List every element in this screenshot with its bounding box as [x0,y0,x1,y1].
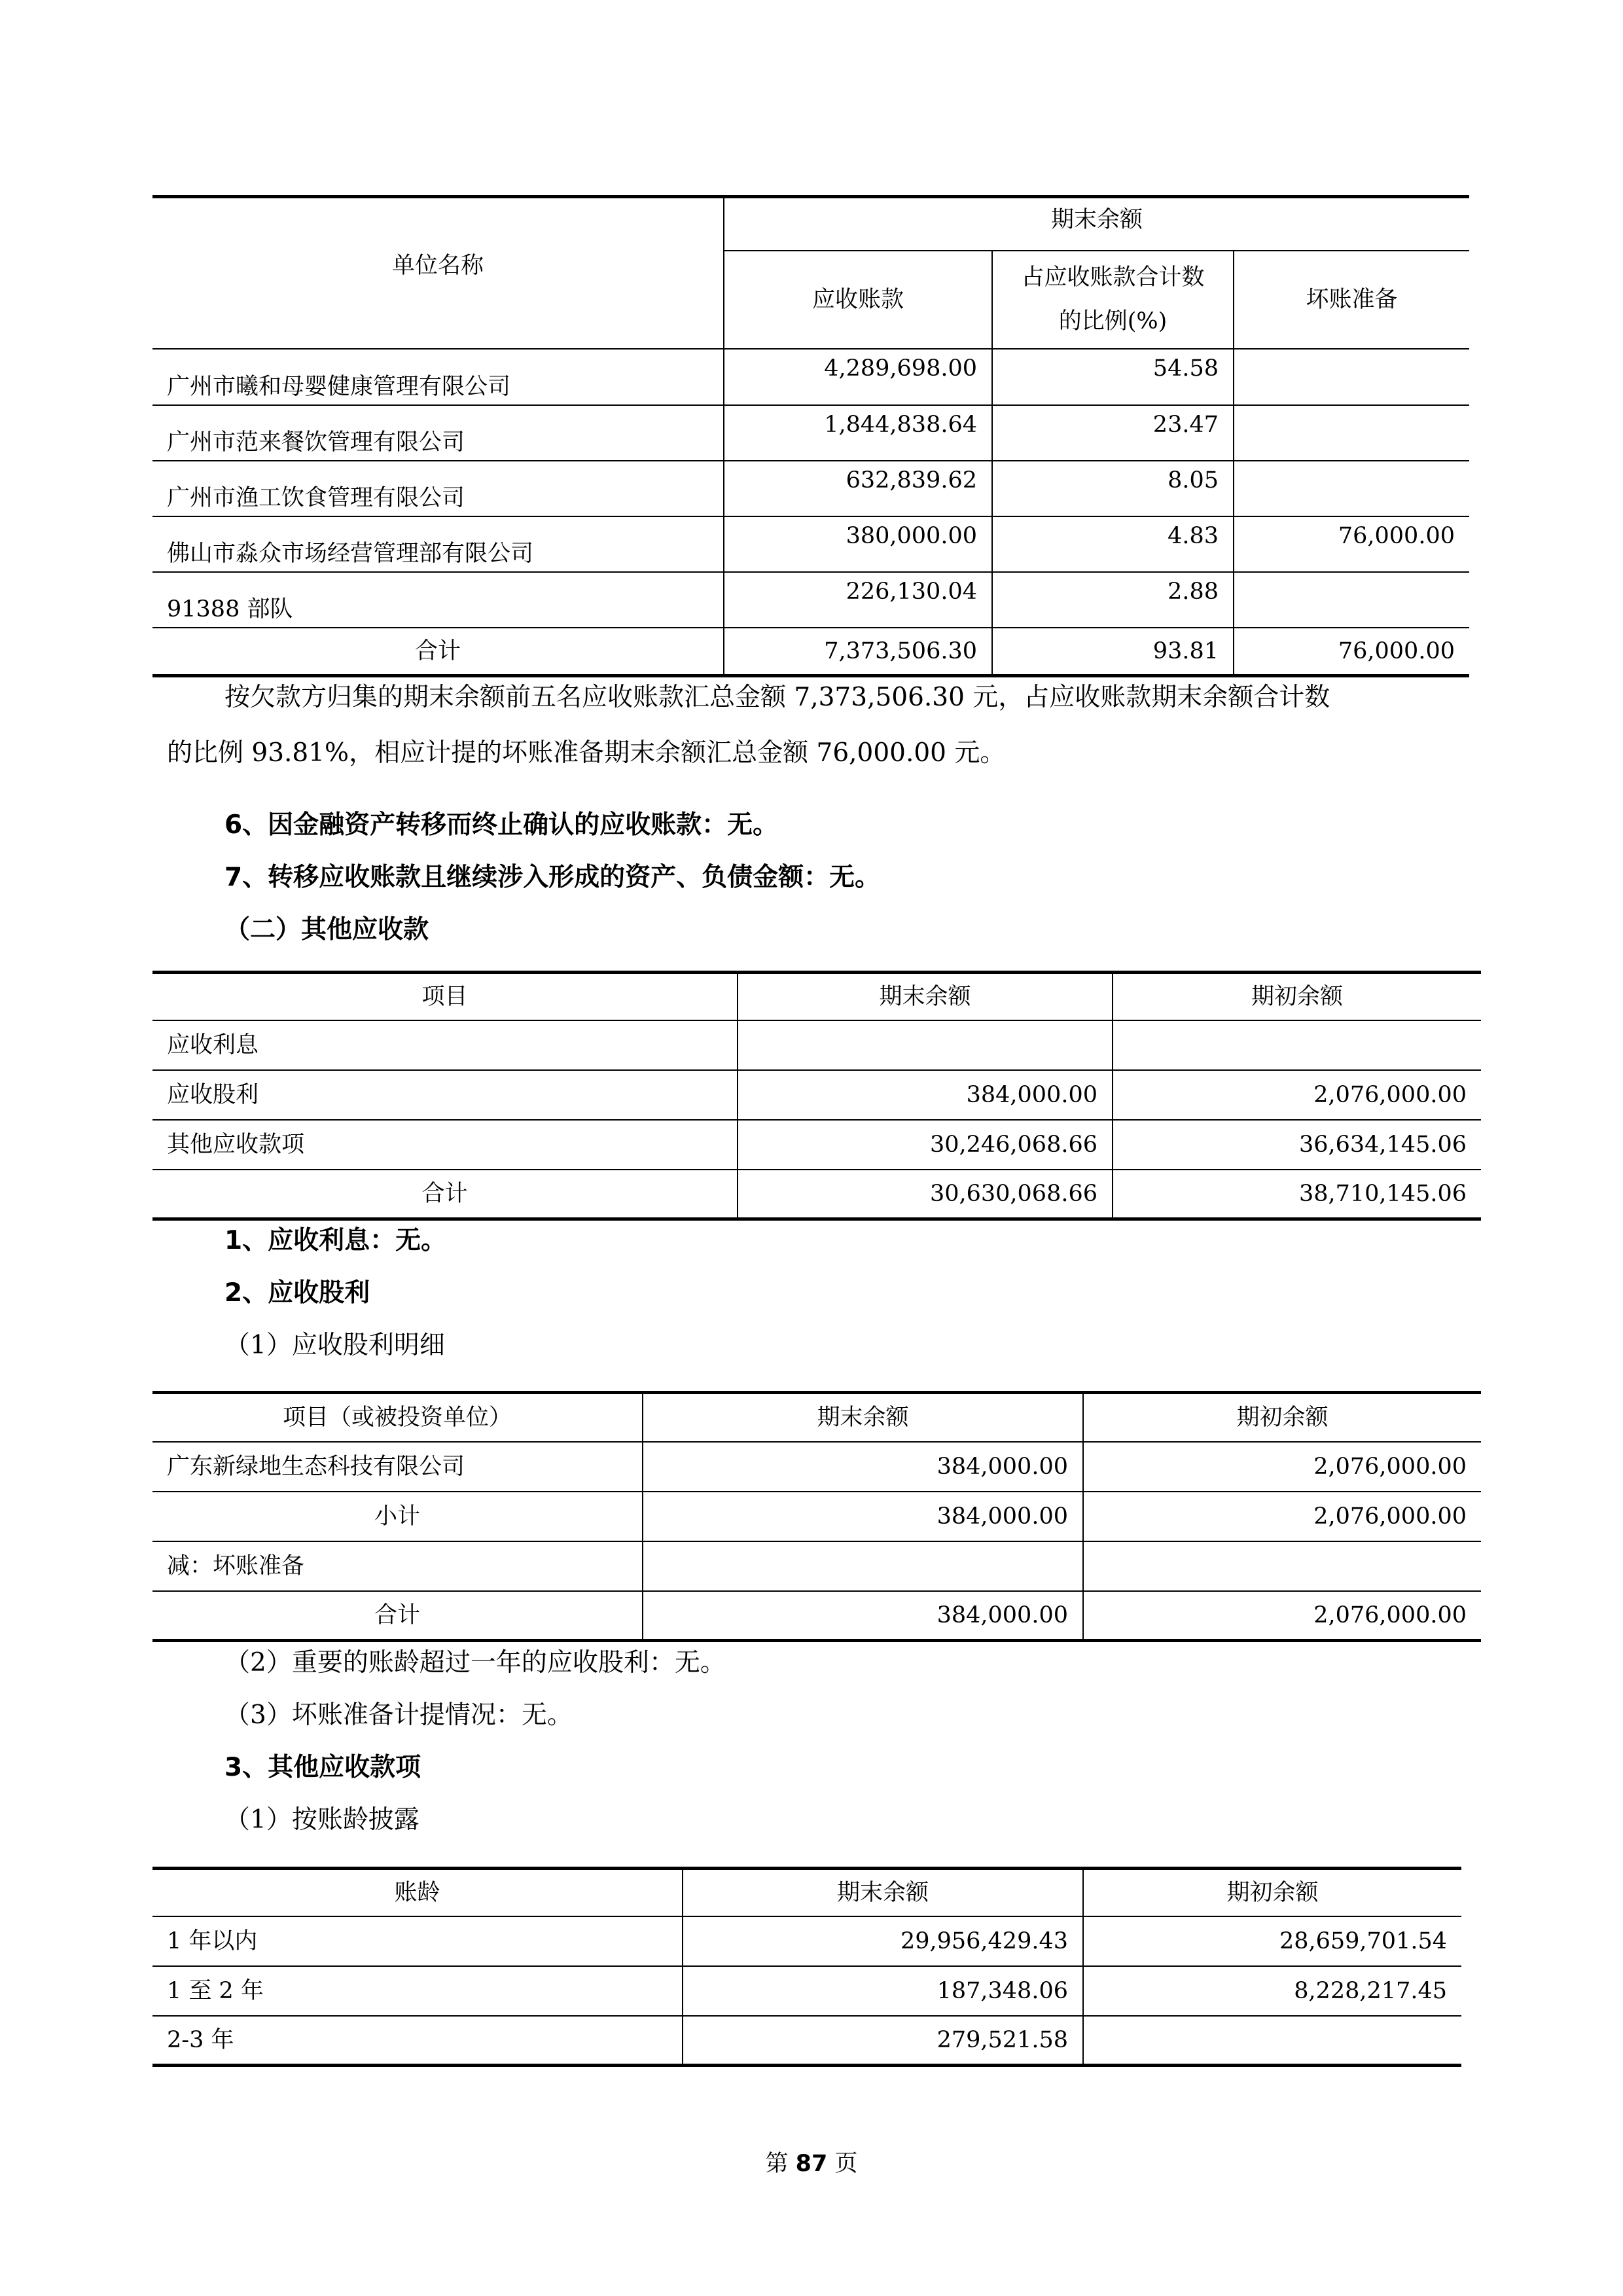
total-end: 30,630,068.66 [738,1170,1113,1219]
total-amount: 7,373,506.30 [724,628,992,676]
begin-cell [1083,1541,1481,1591]
header-ratio: 占应收账款合计数 的比例(%) [992,251,1234,349]
table-row [152,1492,1481,1541]
amount-cell: 226,130.04 [724,572,992,628]
provision-cell [1234,405,1469,461]
table-row [152,1070,1481,1120]
table-total-row [152,628,1469,676]
header-provision: 坏账准备 [1234,251,1469,349]
header-beginning-balance: 期初余额 [1113,973,1481,1020]
end-cell: 30,246,068.66 [738,1120,1113,1170]
heading-dividend-receivable: 2、应收股利 [224,1278,370,1308]
table-total-row [152,1591,1481,1641]
end-cell: 29,956,429.43 [683,1916,1083,1966]
page-number: 第 87 页 [765,2151,858,2177]
ratio-cell: 54.58 [992,349,1234,405]
total-label: 合计 [152,1170,738,1219]
total-end: 384,000.00 [643,1591,1083,1641]
end-cell [738,1020,1113,1070]
amount-cell: 4,289,698.00 [724,349,992,405]
heading-transferred-receivables: 7、转移应收账款且继续涉入形成的资产、负债金额：无。 [224,863,881,892]
amount-cell: 632,839.62 [724,461,992,516]
table-row [152,516,1469,572]
header-aging: 账龄 [152,1869,683,1916]
item-cell: 其他应收款项 [152,1120,738,1170]
table-row [152,349,1469,405]
summary-paragraph-line2: 的比例 93.81%，相应计提的坏账准备期末余额汇总金额 76,000.00 元。 [167,738,1006,768]
header-ending-balance: 期末余额 [724,197,1469,251]
item-cell: 应收利息 [152,1020,738,1070]
end-cell: 187,348.06 [683,1966,1083,2016]
heading-derecognized-receivables: 6、因金融资产转移而终止确认的应收账款：无。 [224,810,779,840]
table-row [152,461,1469,516]
amount-cell: 1,844,838.64 [724,405,992,461]
unit-name-cell: 佛山市淼众市场经营管理部有限公司 [152,516,724,572]
provision-cell [1234,572,1469,628]
table-total-row [152,1170,1481,1219]
total-begin: 2,076,000.00 [1083,1591,1481,1641]
begin-cell [1113,1020,1481,1070]
header-unit-name: 单位名称 [152,197,724,349]
table-row [152,1120,1481,1170]
amount-cell: 380,000.00 [724,516,992,572]
ratio-cell: 2.88 [992,572,1234,628]
end-cell [643,1541,1083,1591]
end-cell: 384,000.00 [643,1492,1083,1541]
total-provision: 76,000.00 [1234,628,1469,676]
table-row [152,1020,1481,1070]
top-five-receivables-table [152,195,1469,677]
item-cell: 广东新绿地生态科技有限公司 [152,1442,643,1492]
end-cell: 384,000.00 [643,1442,1083,1492]
subheading-dividend-detail: （1）应收股利明细 [224,1331,445,1360]
unit-name-cell: 广州市曦和母婴健康管理有限公司 [152,349,724,405]
table-row [152,1916,1461,1966]
begin-cell: 2,076,000.00 [1083,1442,1481,1492]
ratio-cell: 8.05 [992,461,1234,516]
provision-cell [1234,349,1469,405]
table-row [152,1442,1481,1492]
table-row [152,1541,1481,1591]
item-cell: 减：坏账准备 [152,1541,643,1591]
other-receivables-table [152,971,1481,1221]
subheading-aging-disclosure: （1）按账龄披露 [224,1805,419,1835]
begin-cell: 2,076,000.00 [1083,1492,1481,1541]
unit-name-cell: 广州市范来餐饮管理有限公司 [152,405,724,461]
end-cell: 279,521.58 [683,2016,1083,2066]
item-cell: 应收股利 [152,1070,738,1120]
age-cell: 1 年以内 [152,1916,683,1966]
header-beginning-balance: 期初余额 [1083,1869,1461,1916]
provision-cell: 76,000.00 [1234,516,1469,572]
total-label: 合计 [152,1591,643,1641]
subheading-important-aging: （2）重要的账龄超过一年的应收股利：无。 [224,1648,726,1677]
begin-cell [1083,2016,1461,2066]
begin-cell: 28,659,701.54 [1083,1916,1461,1966]
subtotal-label: 小计 [152,1492,643,1541]
end-cell: 384,000.00 [738,1070,1113,1120]
subheading-provision: （3）坏账准备计提情况：无。 [224,1700,573,1730]
header-receivable: 应收账款 [724,251,992,349]
total-label: 合计 [152,628,724,676]
table-row [152,405,1469,461]
ratio-cell: 4.83 [992,516,1234,572]
header-item: 项目 [152,973,738,1020]
age-cell: 1 至 2 年 [152,1966,683,2016]
begin-cell: 8,228,217.45 [1083,1966,1461,2016]
table-row [152,2016,1461,2066]
unit-name-cell: 广州市渔工饮食管理有限公司 [152,461,724,516]
header-item: 项目（或被投资单位） [152,1393,643,1442]
summary-paragraph-line1: 按欠款方归集的期末余额前五名应收账款汇总金额 7,373,506.30 元，占应收账款期末余额合计数 [224,683,1330,712]
heading-interest-receivable: 1、应收利息：无。 [224,1226,447,1255]
table-row [152,572,1469,628]
provision-cell [1234,461,1469,516]
begin-cell: 2,076,000.00 [1113,1070,1481,1120]
age-cell: 2-3 年 [152,2016,683,2066]
table-row [152,1966,1461,2016]
header-beginning-balance: 期初余额 [1083,1393,1481,1442]
total-ratio: 93.81 [992,628,1234,676]
header-ending-balance: 期末余额 [643,1393,1083,1442]
aging-table [152,1867,1461,2067]
unit-name-cell: 91388 部队 [152,572,724,628]
header-ending-balance: 期末余额 [683,1869,1083,1916]
header-ending-balance: 期末余额 [738,973,1113,1020]
heading-other-receivables: （二）其他应收款 [224,915,429,944]
begin-cell: 36,634,145.06 [1113,1120,1481,1170]
total-begin: 38,710,145.06 [1113,1170,1481,1219]
dividend-detail-table [152,1391,1481,1642]
ratio-cell: 23.47 [992,405,1234,461]
heading-other-receivable-items: 3、其他应收款项 [224,1753,421,1782]
